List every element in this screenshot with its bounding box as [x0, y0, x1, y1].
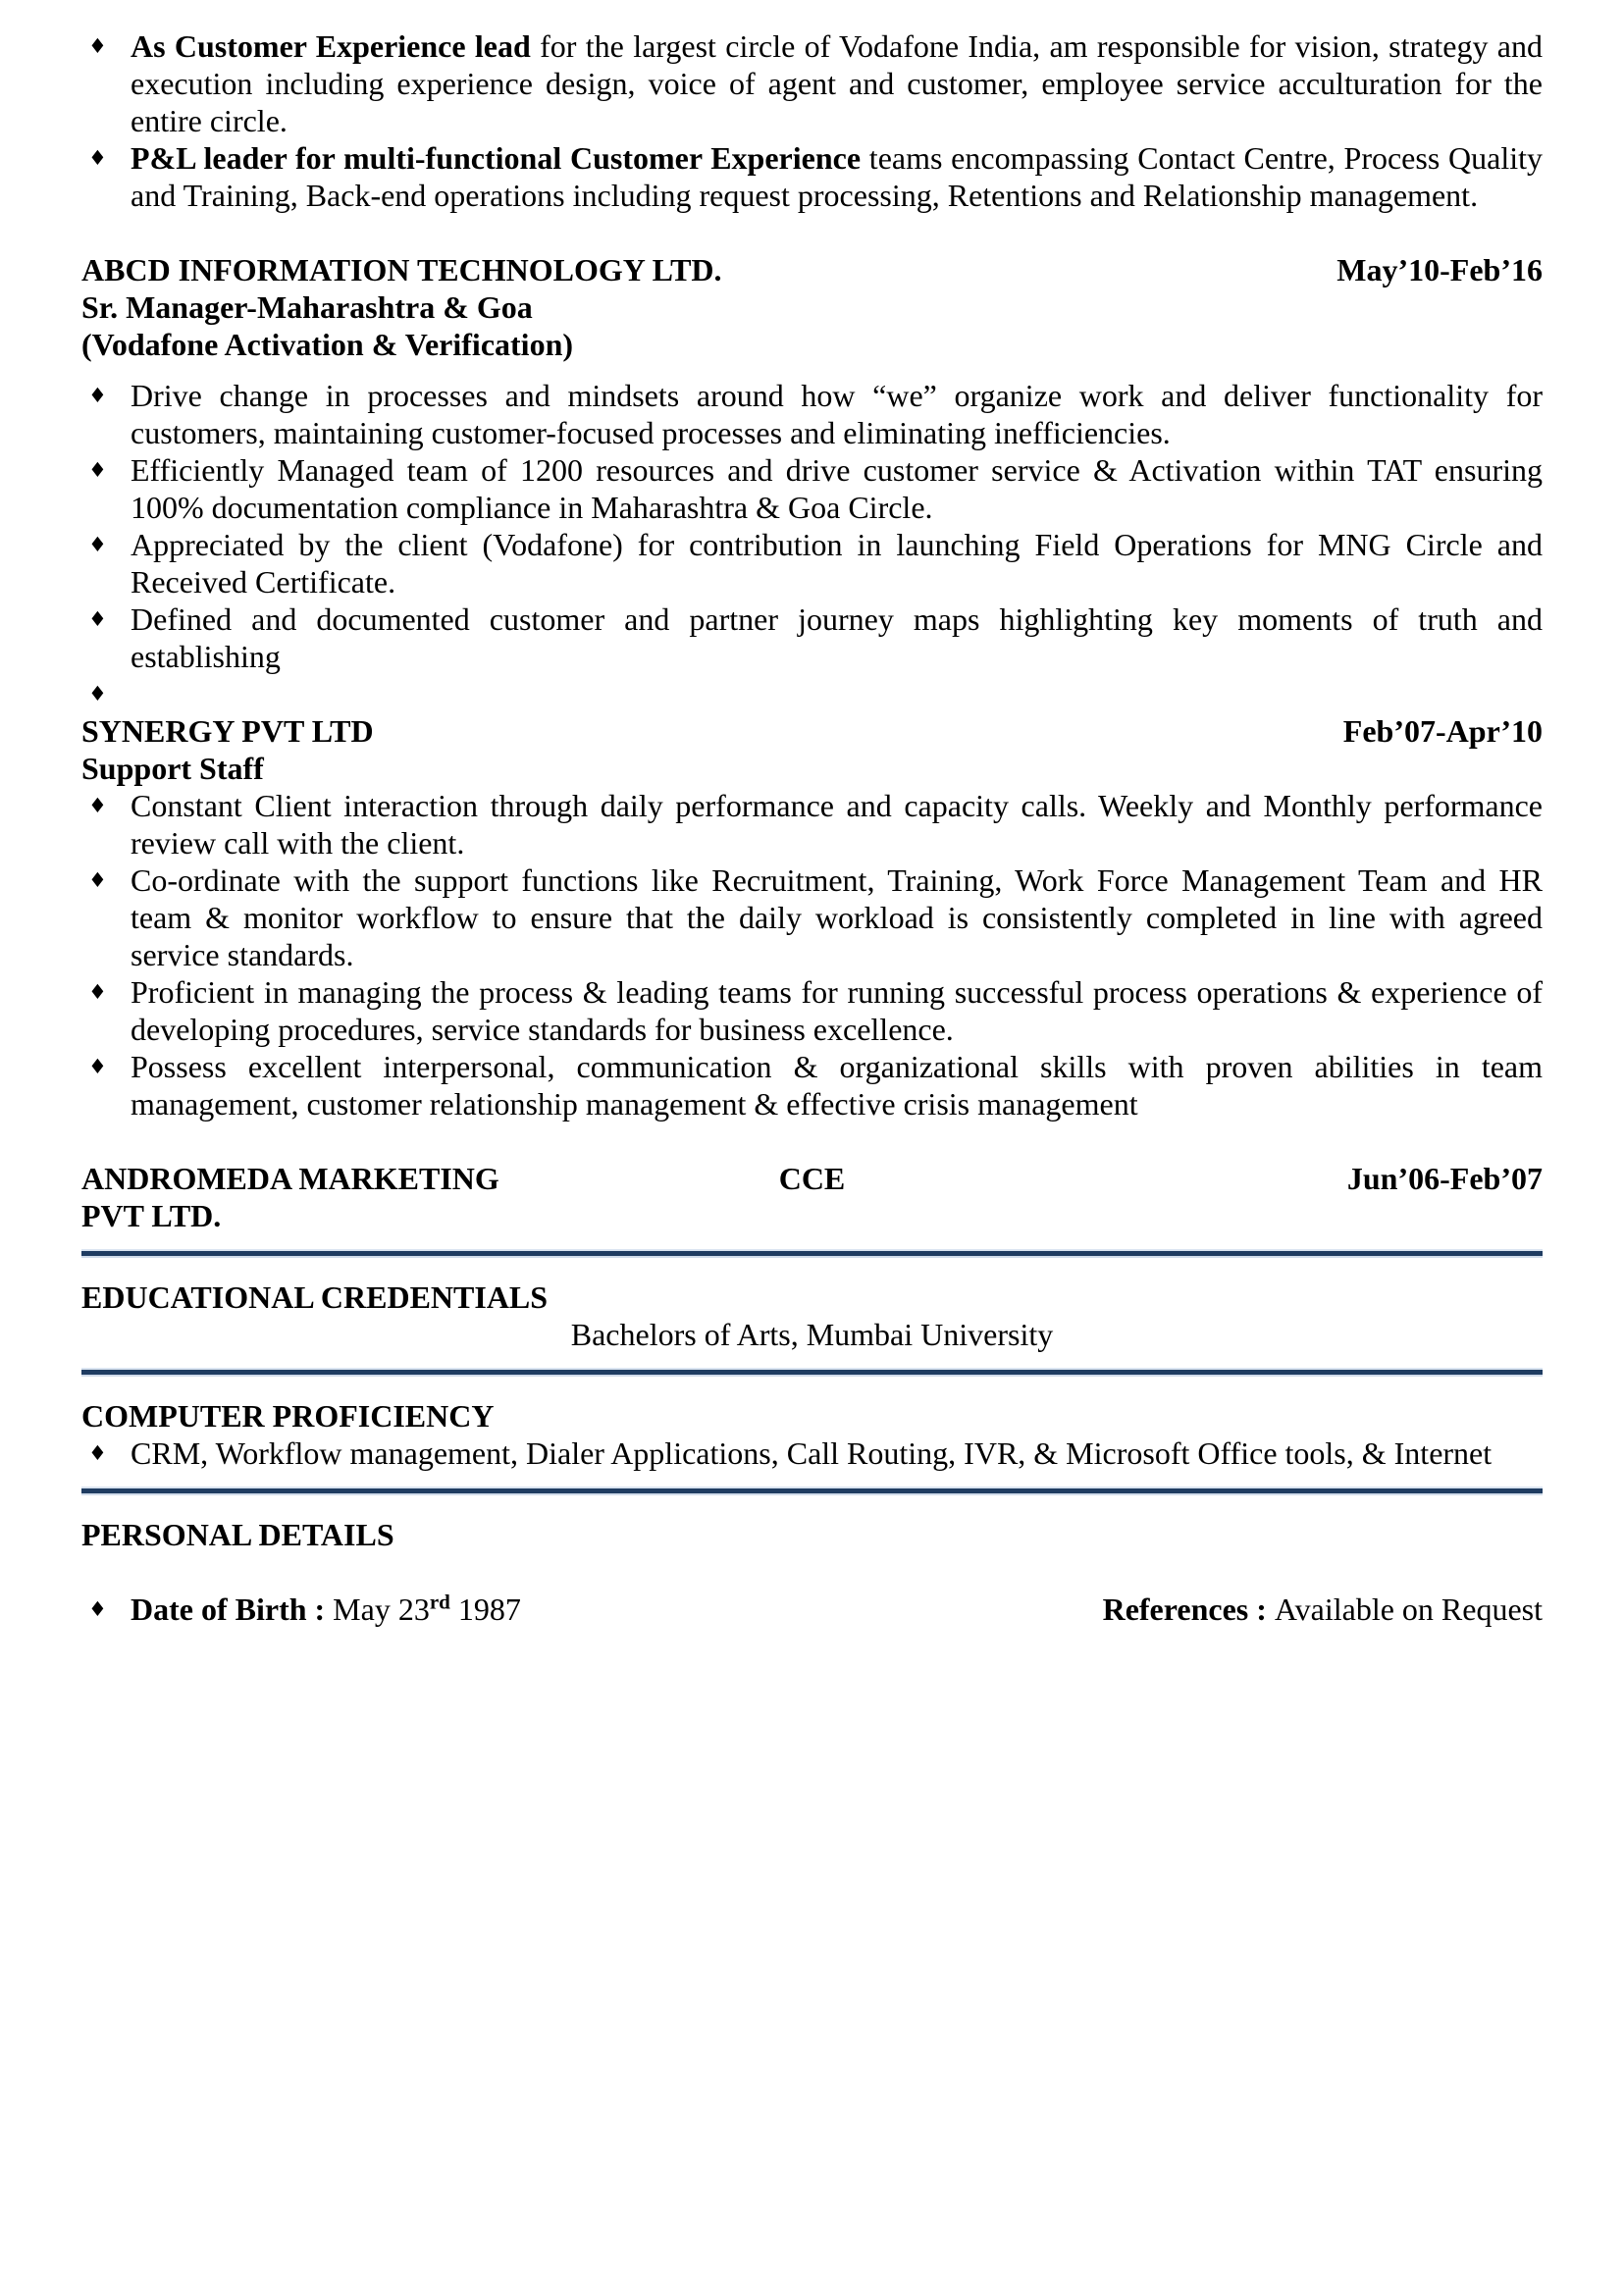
bullet-body: for the largest circle of Vodafone India, am responsible for vision, strategy and execution including experience design, voice of agent and customer, employee service acculturation for the entire circle. [131, 28, 1544, 138]
bullet-text: Efficiently Managed team of 1200 resources and drive customer service & Activation within TAT ensuring 100% documentation compliance in Maharashtra & Goa Circle. [131, 452, 1543, 525]
employment-dates: Jun’06-Feb’07 [1346, 1161, 1543, 1196]
bullet-text: Possess excellent interpersonal, communication & organizational skills with proven abilities in team management, customer relationship management & effective crisis management [131, 1049, 1543, 1122]
date-of-birth-item [81, 1591, 521, 1628]
diamond-bullet-icon: ♦ [88, 607, 107, 631]
diamond-bullet-icon: ♦ [88, 1597, 107, 1621]
employment-dates: May’10-Feb’16 [1336, 252, 1543, 287]
diamond-bullet-icon: ♦ [88, 682, 107, 705]
computer-proficiency-heading: COMPUTER PROFICIENCY [81, 1398, 495, 1434]
diamond-bullet-icon: ♦ [88, 533, 107, 556]
bullet-text: Constant Client interaction through daily performance and capacity calls. Weekly and Monthly performance review call with the client. [131, 788, 1543, 861]
section-divider [81, 1368, 1543, 1377]
bullet-text: Proficient in managing the process & leading teams for running successful process operations & experience of developing procedures, service standards for business excellence. [131, 974, 1543, 1047]
diamond-bullet-icon: ♦ [88, 1055, 107, 1078]
diamond-bullet-icon: ♦ [88, 146, 107, 170]
diamond-bullet-icon: ♦ [88, 868, 107, 892]
employment-dates: Feb’07-Apr’10 [1342, 713, 1543, 749]
list-item [81, 451, 1543, 526]
list-item [81, 787, 1543, 861]
bullet-text: CRM, Workflow management, Dialer Applications, Call Routing, IVR, & Microsoft Office tools, & Internet [131, 1435, 1493, 1471]
bullet-body: teams encompassing Contact Centre, Process Quality and Training, Back-end operations including request processing, Retentions and Relationship management. [131, 140, 1544, 213]
experience-section-abcd [81, 251, 1543, 712]
company-name: ANDROMEDA MARKETING PVT LTD. [81, 1161, 499, 1233]
list-item [81, 600, 1543, 675]
bullet-text [131, 139, 1543, 214]
list-item [81, 861, 1543, 973]
list-item-empty [81, 675, 1543, 712]
bullet-lead-bold: As Customer Experience lead [131, 28, 531, 64]
diamond-bullet-icon: ♦ [88, 34, 107, 58]
list-item [81, 27, 1543, 139]
diamond-bullet-icon: ♦ [88, 384, 107, 407]
list-item [81, 526, 1543, 600]
bullet-text [131, 27, 1543, 139]
personal-details-heading: PERSONAL DETAILS [81, 1517, 394, 1552]
company-header-row [81, 251, 1543, 288]
education-heading: EDUCATIONAL CREDENTIALS [81, 1279, 549, 1315]
list-item [81, 139, 1543, 214]
section-divider [81, 1249, 1543, 1258]
bullet-lead-bold: P&L leader for multi-functional Customer Experience [131, 140, 862, 176]
experience-bullet-list [81, 377, 1543, 712]
job-title: Support Staff [81, 751, 264, 786]
date-of-birth-value: May 23 [333, 1592, 430, 1627]
company-name: SYNERGY PVT LTD [81, 713, 374, 749]
intro-bullet-list [81, 27, 1543, 214]
references-label: References : [1102, 1592, 1275, 1627]
company-name: ABCD INFORMATION TECHNOLOGY LTD. [81, 252, 722, 287]
diamond-bullet-icon: ♦ [88, 458, 107, 482]
personal-details-row [81, 1591, 1543, 1628]
experience-bullet-list [81, 787, 1543, 1122]
date-of-birth-label: Date of Birth : [131, 1592, 334, 1627]
list-item [81, 973, 1543, 1048]
bullet-text: Defined and documented customer and partner journey maps highlighting key moments of truth and establishing [131, 601, 1543, 674]
ordinal-suffix: rd [429, 1590, 450, 1614]
diamond-bullet-icon: ♦ [88, 1441, 107, 1465]
education-degree: Bachelors of Arts, Mumbai University [570, 1317, 1054, 1352]
bullet-text: Drive change in processes and mindsets around how “we” organize work and deliver functionality for customers, maintaining customer-focused processes and eliminating inefficiencies. [131, 378, 1543, 450]
date-of-birth-year: 1987 [449, 1592, 521, 1627]
experience-section-synergy [81, 712, 1543, 1122]
bullet-text: Appreciated by the client (Vodafone) for contribution in launching Field Operations for MNG Circle and Received Certificate. [131, 527, 1543, 600]
company-header-row [81, 712, 1543, 750]
references-value: Available on Request [1274, 1592, 1543, 1627]
job-title: CCE [778, 1161, 846, 1196]
list-item [81, 1435, 1543, 1472]
list-item [81, 1048, 1543, 1122]
list-item [81, 377, 1543, 451]
diamond-bullet-icon: ♦ [88, 980, 107, 1004]
diamond-bullet-icon: ♦ [88, 794, 107, 817]
bullet-text: Co-ordinate with the support functions like Recruitment, Training, Work Force Management Team and HR team & monitor workflow to ensure that the daily workload is consistently completed in line with agreed service standards. [131, 862, 1543, 972]
andromeda-row [81, 1160, 1543, 1234]
job-title: Sr. Manager-Maharashtra & Goa [81, 289, 533, 325]
date-of-birth-text [131, 1591, 521, 1628]
section-divider [81, 1487, 1543, 1495]
references-item [1103, 1591, 1543, 1628]
job-subtitle: (Vodafone Activation & Verification) [81, 327, 574, 362]
